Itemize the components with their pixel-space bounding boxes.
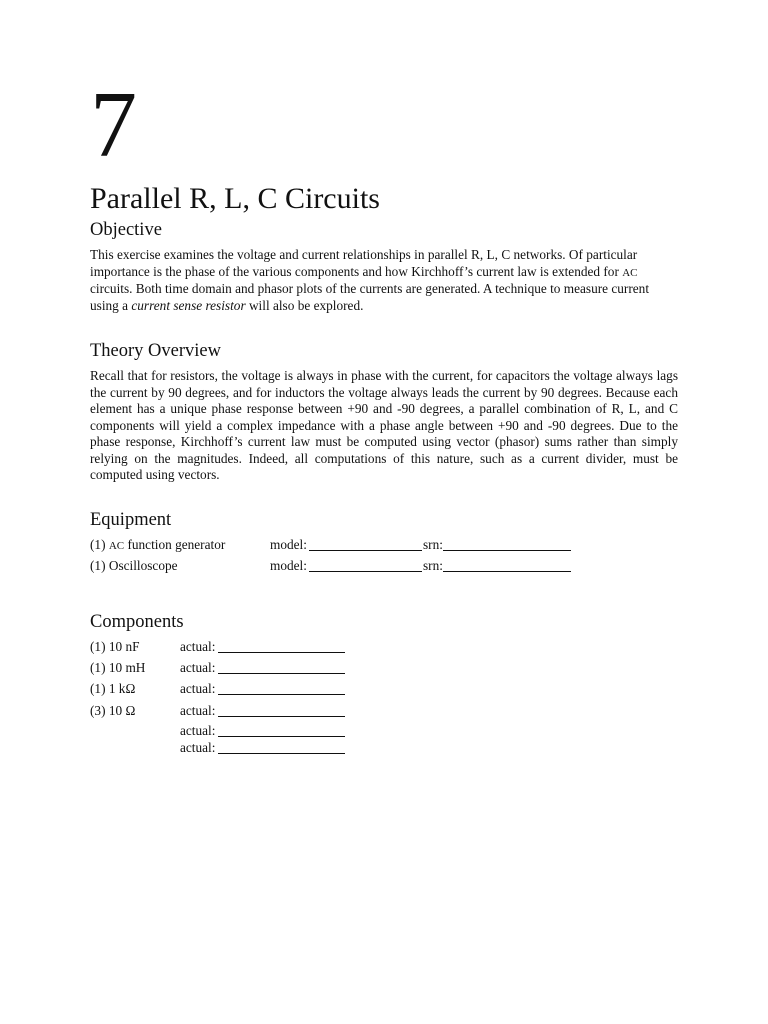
component-row (90, 638, 350, 656)
objective-text-part1: This exercise examines the voltage and current relationships in parallel R, L, C networks. Of particular importance is the phase of the various components and how Kirchhoff’s current law is extended for (90, 247, 638, 279)
actual-label: actual: (180, 740, 216, 755)
equipment-heading: Equipment (90, 510, 172, 530)
objective-ac-label: AC (622, 266, 638, 279)
theory-paragraph: Recall that for resistors, the voltage is always in phase with the current, for capacitors the voltage always lags the current by 90 degrees, and for inductors the voltage always leads the current by 90 degrees. Because each element has a unique phase response between +90 and -90 degrees, a parallel combination of R, L, and C components will yield a complex impedance with a phase angle between +90 and -90 degrees. Due to the phase response, Kirchhoff’s current law must be computed using vector (phasor) sums rather than simply relying on the magnitudes. Indeed, all computations of this nature, such as a current divider, must be computed using vectors. (90, 368, 678, 482)
component-name: (1) 10 mH (90, 660, 146, 675)
objective-paragraph (90, 247, 678, 314)
serial-label: srn: (423, 537, 443, 552)
component-row (90, 722, 350, 740)
components-heading: Components (90, 612, 184, 632)
chapter-title: Parallel R, L, C Circuits (90, 182, 380, 215)
objective-text-part2: circuits. Both time domain and phasor plots of the currents are generated. A technique to measure current using a (90, 281, 650, 313)
component-name: (1) 10 nF (90, 639, 140, 654)
theory-heading: Theory Overview (90, 341, 221, 361)
serial-label: srn: (423, 558, 443, 573)
actual-label: actual: (180, 681, 216, 696)
chapter-number: 7 (90, 73, 137, 177)
equipment-row (90, 557, 580, 575)
component-name: (1) 1 kΩ (90, 681, 136, 696)
actual-label: actual: (180, 639, 216, 654)
objective-text-part3: will also be explored. (245, 297, 364, 313)
equipment-item-label (90, 557, 178, 575)
component-name: (3) 10 Ω (90, 703, 136, 718)
equipment-qty: (1) (90, 558, 109, 573)
equipment-item-label (90, 536, 225, 555)
component-row (90, 659, 350, 677)
model-input-line[interactable] (309, 536, 422, 551)
objective-italic-phrase: current sense resistor (131, 297, 246, 313)
equipment-ac-label: AC (108, 540, 125, 552)
actual-label: actual: (180, 660, 216, 675)
actual-label: actual: (180, 703, 216, 718)
equipment-name: function generator (124, 537, 226, 552)
model-label: model: (270, 558, 307, 573)
component-row (90, 680, 350, 698)
actual-label: actual: (180, 723, 216, 738)
equipment-row (90, 536, 580, 554)
model-label: model: (270, 537, 307, 552)
objective-heading: Objective (90, 220, 162, 240)
component-row (90, 739, 350, 757)
equipment-qty: (1) (90, 537, 109, 552)
equipment-name: Oscilloscope (108, 558, 178, 573)
component-row (90, 702, 350, 720)
